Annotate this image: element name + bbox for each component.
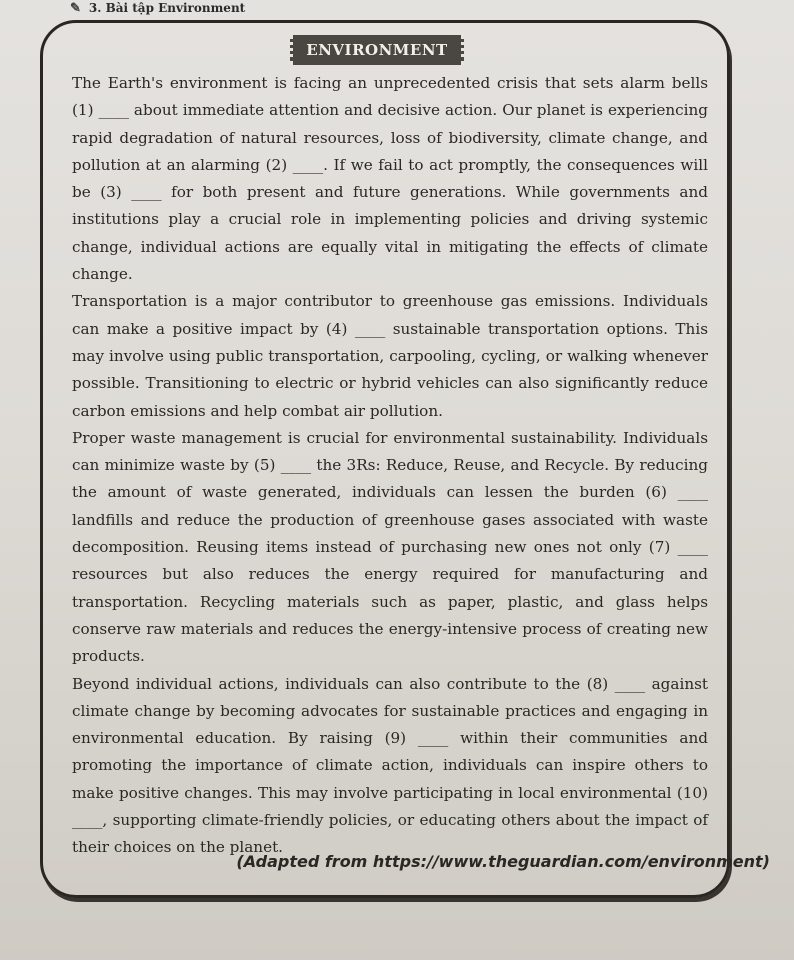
source-citation: (Adapted from https://www.theguardian.com/environment) <box>236 852 770 871</box>
paragraph-2: Transportation is a major contributor to greenhouse gas emissions. Individuals can make a positive impact by (4) ____ sustainable transportation options. This may involve using public transportation, carpooling, cycling, or walking whenever possible. Transitioning to electric or hybrid vehicles can also significantly reduce carbon emissions and help combat air pollution. <box>72 292 708 420</box>
passage-body <box>72 70 708 862</box>
passage-title: ENVIRONMENT <box>306 41 448 59</box>
title-banner <box>290 35 464 65</box>
pen-icon: ✎ <box>70 0 81 16</box>
paragraph-3: Proper waste management is crucial for environmental sustainability. Individuals can minimize waste by (5) ____ the 3Rs: Reduce, Reuse, and Recycle. By reducing the amount of waste generated, individuals can lessen the burden (6) ____ landfills and reduce the production of greenhouse gases associated with waste decomposition. Reusing items instead of purchasing new ones not only (7) ____ resources but also reduces the energy required for manufacturing and transportation. Recycling materials such as paper, plastic, and glass helps conserve raw materials and reduces the energy-intensive process of creating new products. <box>72 428 708 666</box>
paragraph-1: The Earth's environment is facing an unprecedented crisis that sets alarm bells (1) ____ about immediate attention and decisive action. Our planet is experiencing rapid degradation of natural resources, loss of biodiversity, climate change, and pollution at an alarming (2) ____. If we fail to act promptly, the consequences will be (3) ____ for both present and future generations. While governments and institutions play a crucial role in implementing policies and driving systemic change, individual actions are equally vital in mitigating the effects of climate change. <box>72 74 708 284</box>
exercise-label: 3. Bài tập Environment <box>88 1 246 15</box>
page-header <box>70 0 245 16</box>
paragraph-4: Beyond individual actions, individuals can also contribute to the (8) ____ against climate change by becoming advocates for sustainable practices and engaging in environmental education. By raising (9) ____ within their communities and promoting the importance of climate action, individuals can inspire others to make positive changes. This may involve participating in local environmental (10) ____, supporting climate-friendly policies, or educating others about the impact of their choices on the planet. <box>72 674 708 857</box>
